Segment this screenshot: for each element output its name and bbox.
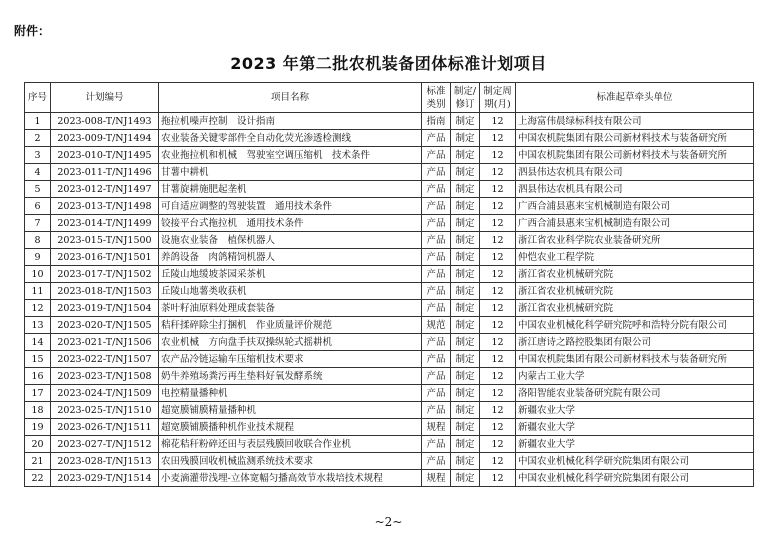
cell-revision: 制定 [451,181,480,198]
cell-name: 农业装备关键零部件全自动化荧光渗透检测线 [159,130,422,147]
cell-unit: 洛阳智能农业装备研究院有限公司 [516,385,754,402]
cell-name: 拖拉机噪声控制 设计指南 [159,113,422,130]
cell-category: 产品 [422,283,451,300]
cell-category: 产品 [422,232,451,249]
cell-plan-no: 2023-011-T/NJ1496 [51,164,159,181]
table-row [25,215,754,232]
cell-unit: 广西合浦县惠来宝机械制造有限公司 [516,198,754,215]
cell-period: 12 [480,351,516,368]
cell-revision: 制定 [451,385,480,402]
table-row [25,334,754,351]
cell-category: 产品 [422,198,451,215]
cell-plan-no: 2023-023-T/NJ1508 [51,368,159,385]
cell-revision: 制定 [451,147,480,164]
column-header-revision: 制定/修订 [451,83,480,113]
cell-period: 12 [480,317,516,334]
cell-category: 产品 [422,181,451,198]
cell-unit: 中国农业机械化科学研究院集团有限公司 [516,453,754,470]
table-row [25,283,754,300]
cell-category: 产品 [422,249,451,266]
cell-seq: 9 [25,249,51,266]
table-row [25,300,754,317]
cell-unit: 中国农业机械化科学研究院集团有限公司 [516,470,754,487]
cell-period: 12 [480,419,516,436]
cell-plan-no: 2023-022-T/NJ1507 [51,351,159,368]
cell-unit: 浙江省农业机械研究院 [516,283,754,300]
page-title: 2023 年第二批农机装备团体标准计划项目 [230,54,547,73]
standards-plan-table [24,82,754,487]
cell-revision: 制定 [451,130,480,147]
cell-revision: 制定 [451,419,480,436]
cell-category: 产品 [422,300,451,317]
cell-unit: 浙江省农业科学院农业装备研究所 [516,232,754,249]
cell-revision: 制定 [451,368,480,385]
cell-name: 农业拖拉机和机械 驾驶室空调压缩机 技术条件 [159,147,422,164]
cell-unit: 浙江唐诗之路控股集团有限公司 [516,334,754,351]
cell-revision: 制定 [451,198,480,215]
cell-name: 棉花秸秆粉碎还田与表层残膜回收联合作业机 [159,436,422,453]
cell-period: 12 [480,402,516,419]
cell-revision: 制定 [451,164,480,181]
cell-revision: 制定 [451,470,480,487]
cell-revision: 制定 [451,215,480,232]
cell-period: 12 [480,266,516,283]
cell-category: 指南 [422,113,451,130]
table-row [25,351,754,368]
table-row [25,113,754,130]
cell-plan-no: 2023-014-T/NJ1499 [51,215,159,232]
table-row [25,198,754,215]
cell-period: 12 [480,436,516,453]
cell-revision: 制定 [451,232,480,249]
cell-plan-no: 2023-028-T/NJ1513 [51,453,159,470]
cell-period: 12 [480,249,516,266]
table-row [25,232,754,249]
cell-revision: 制定 [451,317,480,334]
column-header-seq: 序号 [25,83,51,113]
cell-unit: 泗县伟达农机具有限公司 [516,181,754,198]
cell-seq: 16 [25,368,51,385]
cell-name: 甘薯中耕机 [159,164,422,181]
cell-plan-no: 2023-025-T/NJ1510 [51,402,159,419]
table-row [25,164,754,181]
cell-period: 12 [480,283,516,300]
cell-unit: 上海富伟晨绿标科技有限公司 [516,113,754,130]
cell-name: 奶牛养殖场粪污再生垫料好氧发酵系统 [159,368,422,385]
cell-seq: 11 [25,283,51,300]
cell-category: 规程 [422,470,451,487]
cell-name: 农产品冷链运输车压缩机技术要求 [159,351,422,368]
cell-period: 12 [480,334,516,351]
cell-name: 丘陵山地缓坡茶园采茶机 [159,266,422,283]
cell-name: 铰接平台式拖拉机 通用技术条件 [159,215,422,232]
cell-name: 可自适应调整的驾驶装置 通用技术条件 [159,198,422,215]
cell-name: 农田残膜回收机械监测系统技术要求 [159,453,422,470]
cell-category: 产品 [422,147,451,164]
cell-category: 产品 [422,385,451,402]
cell-name: 养鸽设备 肉鸽精饲机器人 [159,249,422,266]
table-row [25,249,754,266]
cell-seq: 12 [25,300,51,317]
cell-seq: 14 [25,334,51,351]
table-row [25,130,754,147]
cell-plan-no: 2023-021-T/NJ1506 [51,334,159,351]
table-row [25,453,754,470]
cell-plan-no: 2023-024-T/NJ1509 [51,385,159,402]
cell-plan-no: 2023-016-T/NJ1501 [51,249,159,266]
cell-unit: 广西合浦县惠来宝机械制造有限公司 [516,215,754,232]
cell-plan-no: 2023-012-T/NJ1497 [51,181,159,198]
cell-seq: 18 [25,402,51,419]
cell-revision: 制定 [451,453,480,470]
table-row [25,181,754,198]
cell-name: 超宽膜铺膜播种机作业技术规程 [159,419,422,436]
cell-period: 12 [480,113,516,130]
cell-period: 12 [480,300,516,317]
cell-unit: 新疆农业大学 [516,436,754,453]
cell-period: 12 [480,470,516,487]
cell-seq: 21 [25,453,51,470]
cell-name: 电控精量播种机 [159,385,422,402]
cell-name: 设施农业装备 植保机器人 [159,232,422,249]
table-body [25,113,754,487]
attachment-label: 附件： [14,24,51,38]
table-row [25,436,754,453]
table-header-row [25,83,754,113]
cell-category: 产品 [422,266,451,283]
cell-category: 产品 [422,436,451,453]
cell-revision: 制定 [451,266,480,283]
cell-unit: 浙江省农业机械研究院 [516,266,754,283]
table-row [25,147,754,164]
cell-seq: 1 [25,113,51,130]
cell-name: 茶叶籽油原料处理成套装备 [159,300,422,317]
cell-seq: 5 [25,181,51,198]
column-header-name: 项目名称 [159,83,422,113]
cell-period: 12 [480,385,516,402]
table-row [25,317,754,334]
table-row [25,266,754,283]
cell-plan-no: 2023-018-T/NJ1503 [51,283,159,300]
cell-revision: 制定 [451,300,480,317]
cell-unit: 中国农机院集团有限公司新材料技术与装备研究所 [516,351,754,368]
cell-revision: 制定 [451,113,480,130]
cell-plan-no: 2023-013-T/NJ1498 [51,198,159,215]
cell-name: 秸秆揉碎除尘打捆机 作业质量评价规范 [159,317,422,334]
cell-period: 12 [480,181,516,198]
cell-plan-no: 2023-010-T/NJ1495 [51,147,159,164]
cell-seq: 20 [25,436,51,453]
table-row [25,368,754,385]
cell-revision: 制定 [451,334,480,351]
cell-plan-no: 2023-026-T/NJ1511 [51,419,159,436]
cell-plan-no: 2023-008-T/NJ1493 [51,113,159,130]
cell-plan-no: 2023-009-T/NJ1494 [51,130,159,147]
cell-category: 产品 [422,164,451,181]
cell-seq: 19 [25,419,51,436]
cell-name: 小麦滴灌带浅埋-立体宽幅匀播高效节水栽培技术规程 [159,470,422,487]
cell-revision: 制定 [451,402,480,419]
cell-name: 丘陵山地薯类收获机 [159,283,422,300]
cell-period: 12 [480,215,516,232]
cell-revision: 制定 [451,283,480,300]
column-header-category: 标准类别 [422,83,451,113]
cell-category: 规程 [422,419,451,436]
cell-plan-no: 2023-027-T/NJ1512 [51,436,159,453]
cell-seq: 10 [25,266,51,283]
cell-period: 12 [480,164,516,181]
cell-seq: 13 [25,317,51,334]
table-row [25,470,754,487]
cell-revision: 制定 [451,249,480,266]
cell-seq: 4 [25,164,51,181]
cell-name: 甘薯旋耕施肥起垄机 [159,181,422,198]
table-row [25,402,754,419]
cell-unit: 浙江省农业机械研究院 [516,300,754,317]
cell-seq: 17 [25,385,51,402]
cell-seq: 6 [25,198,51,215]
page-number: ~2~ [374,515,403,529]
cell-period: 12 [480,232,516,249]
table-row [25,419,754,436]
cell-category: 产品 [422,453,451,470]
cell-period: 12 [480,453,516,470]
cell-period: 12 [480,198,516,215]
column-header-plan-no: 计划编号 [51,83,159,113]
cell-period: 12 [480,368,516,385]
cell-unit: 新疆农业大学 [516,419,754,436]
cell-unit: 中国农机院集团有限公司新材料技术与装备研究所 [516,147,754,164]
cell-unit: 新疆农业大学 [516,402,754,419]
cell-seq: 22 [25,470,51,487]
cell-seq: 8 [25,232,51,249]
cell-category: 产品 [422,402,451,419]
cell-category: 产品 [422,368,451,385]
cell-category: 产品 [422,215,451,232]
cell-name: 农业机械 方向盘手扶双操纵轮式摇耕机 [159,334,422,351]
column-header-unit: 标准起草牵头单位 [516,83,754,113]
cell-seq: 15 [25,351,51,368]
cell-category: 产品 [422,351,451,368]
cell-category: 产品 [422,130,451,147]
cell-period: 12 [480,147,516,164]
cell-revision: 制定 [451,436,480,453]
cell-unit: 仲恺农业工程学院 [516,249,754,266]
cell-seq: 7 [25,215,51,232]
cell-plan-no: 2023-017-T/NJ1502 [51,266,159,283]
column-header-period: 制定周期(月) [480,83,516,113]
cell-name: 超宽膜铺膜精量播种机 [159,402,422,419]
cell-period: 12 [480,130,516,147]
cell-revision: 制定 [451,351,480,368]
cell-plan-no: 2023-015-T/NJ1500 [51,232,159,249]
cell-unit: 泗县伟达农机具有限公司 [516,164,754,181]
cell-category: 规范 [422,317,451,334]
cell-plan-no: 2023-020-T/NJ1505 [51,317,159,334]
cell-unit: 内蒙古工业大学 [516,368,754,385]
cell-seq: 2 [25,130,51,147]
cell-plan-no: 2023-019-T/NJ1504 [51,300,159,317]
cell-plan-no: 2023-029-T/NJ1514 [51,470,159,487]
cell-category: 产品 [422,334,451,351]
cell-unit: 中国农机院集团有限公司新材料技术与装备研究所 [516,130,754,147]
cell-seq: 3 [25,147,51,164]
table-row [25,385,754,402]
cell-unit: 中国农业机械化科学研究院呼和浩特分院有限公司 [516,317,754,334]
